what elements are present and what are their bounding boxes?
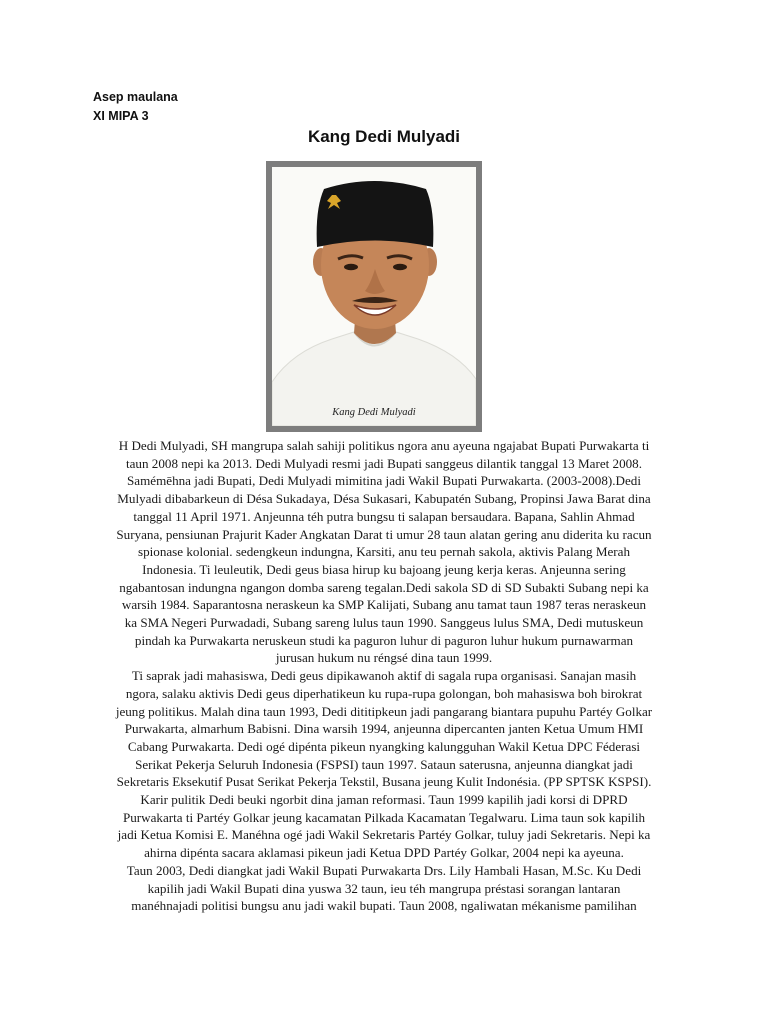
body-line: Taun 2003, Dedi diangkat jadi Wakil Bupati Purwakarta Drs. Lily Hambali Hasan, M.Sc. Ku Dedi — [126, 862, 642, 878]
body-line: ahirna dipénta sacara aklamasi pikeun jadi Ketua DPD Partéy Golkar, 2004 nepi ka ayeuna. — [144, 845, 624, 861]
portrait-photo — [266, 161, 482, 432]
body-line: ka SMA Negeri Purwadadi, Subang sareng lulus taun 1990. Sanggeus lulus SMA, Dedi mutuskeun — [124, 615, 644, 631]
article-body — [86, 437, 682, 915]
body-line: Indonesia. Ti leuleutik, Dedi geus biasa hirup ku bajoang jeung kerja keras. Anjeunna sering — [142, 561, 626, 577]
body-line: spionase kolonial. sedengkeun indungna, Karsiti, anu teu pernah sakola, aktivis Palang Merah — [138, 544, 630, 560]
author-class: XI MIPA 3 — [93, 109, 149, 123]
body-line: jadi Ketua Komisi E. Manéhna ogé jadi Wakil Sekretaris Partéy Golkar, tuluy jadi Sekretaris. Nepi ka — [117, 827, 651, 843]
body-line: ngora, salaku aktivis Dedi geus diperhatikeun ku rupa-rupa golongan, boh mahasiswa boh birokrat — [125, 685, 643, 701]
body-line: jeung politikus. Malah dina taun 1993, Dedi dititipkeun jadi pangarang biantara pupuhu Partéy Golkar — [115, 703, 653, 719]
body-line: Sekretaris Eksekutif Pusat Serikat Pekerja Tekstil, Busana jeung Kulit Indonésia. (PP SPTSK KSPSI). — [116, 774, 652, 790]
body-line: ngabantosan indungna ngangon domba sareng tegalan.Dedi sakola SD di SD Subakti Subang nepi ka — [119, 579, 649, 595]
body-line: Purwakarta ti Partéy Golkar jeung kacamatan Pilkada Kacamatan Tegalwaru. Lima taun sok kapilih — [122, 809, 646, 825]
body-line: Suryana, pensiunan Prajurit Kader Angkatan Darat ti umur 28 taun alatan gering anu diderita ku racun — [116, 526, 652, 542]
body-line: Ti saprak jadi mahasiswa, Dedi geus dipikawanoh aktif di sagala rupa organisasi. Sanajan masih — [131, 668, 637, 684]
body-line: pindah ka Purwakarta neruskeun studi ka paguron luhur di paguron luhur hukum purnawarman — [134, 632, 634, 648]
body-line: Purwakarta, almarhum Babisni. Dina warsih 1994, anjeunna dipercanten janten Ketua Umum HMI — [124, 721, 644, 737]
body-line: H Dedi Mulyadi, SH mangrupa salah sahiji politikus ngora anu ayeuna ngajabat Bupati Purwakarta ti — [118, 438, 650, 453]
body-line: taun 2008 nepi ka 2013. Dedi Mulyadi resmi jadi Bupati sanggeus dilantik tanggal 13 Maret 2008. — [125, 455, 643, 471]
body-line: Cabang Purwakarta. Dedi ogé dipénta pikeun nyangking kalungguhan Wakil Ketua DPC Féderasi — [127, 738, 641, 754]
body-line: warsih 1984. Saparantosna neraskeun ka SMP Kalijati, Subang anu tamat taun 1987 teras neraskeun — [121, 597, 647, 613]
portrait-illustration — [272, 167, 476, 426]
photo-caption: Kang Dedi Mulyadi — [332, 407, 416, 418]
body-line: jurusan hukum nu réngsé dina taun 1999. — [275, 650, 493, 666]
author-name: Asep maulana — [93, 90, 178, 104]
body-line: tanggal 11 April 1971. Anjeunna téh putra bungsu ti salapan bersaudara. Bapana, Sahlin Ahmad — [133, 508, 635, 524]
body-line: Mulyadi dibabarkeun di Désa Sukadaya, Désa Sukasari, Kabupatén Subang, Propinsi Jawa Barat dina — [117, 491, 651, 507]
body-line: kapilih jadi Wakil Bupati dina yuswa 32 taun, ieu téh mangrupa préstasi sorangan lantaran — [147, 880, 621, 896]
body-line: Samémēhna jadi Bupati, Dedi Mulyadi mimitina jadi Wakil Bupati Purwakarta. (2003-2008).Dedi — [127, 473, 641, 489]
body-line: Karir pulitik Dedi beuki ngorbit dina jaman reformasi. Taun 1999 kapilih jadi korsi di DPRD — [140, 792, 628, 808]
author-block — [93, 88, 178, 126]
page-title: Kang Dedi Mulyadi — [307, 127, 461, 146]
body-line: Serikat Pekerja Seluruh Indonesia (FSPSI) taun 1997. Sataun saterusna, anjeunna diangkat jadi — [135, 756, 633, 772]
body-line: manéhnajadi politisi bungsu anu jadi wakil bupati. Taun 2008, ngaliwatan mékanisme pamilihan — [131, 898, 637, 914]
